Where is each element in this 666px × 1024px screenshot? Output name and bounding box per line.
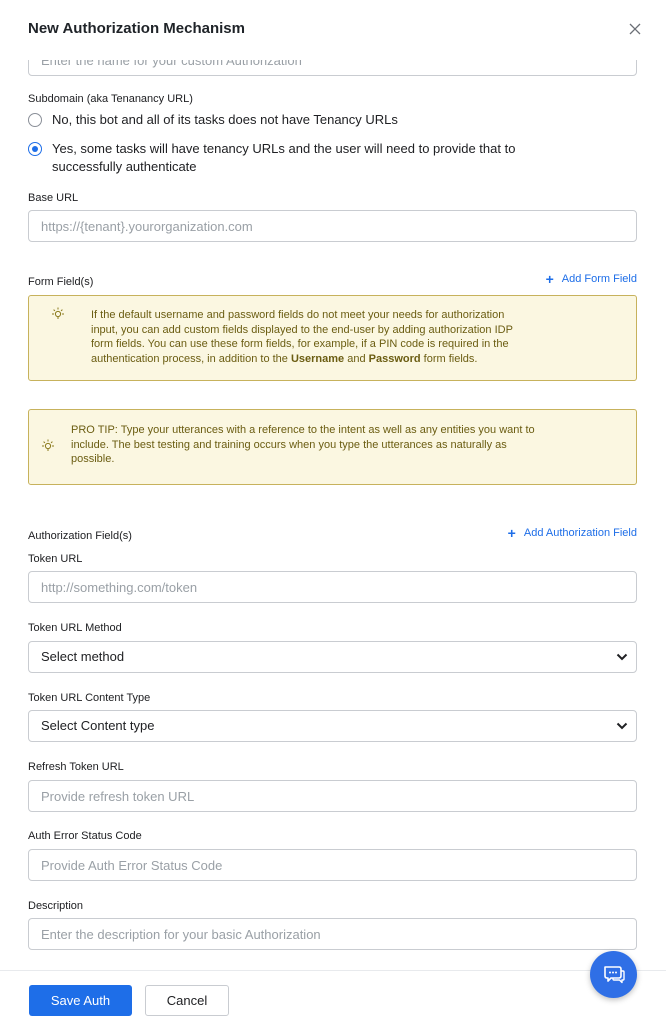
chat-button[interactable]: [590, 951, 637, 998]
radio-yes[interactable]: [28, 142, 42, 156]
form-note-line4-prefix: authentication process, in addition to the: [91, 352, 291, 365]
close-icon[interactable]: [626, 20, 644, 38]
chat-icon: [602, 964, 626, 986]
subdomain-option-yes[interactable]: [28, 140, 515, 176]
form-note-line4: [91, 352, 513, 367]
pro-tip-line1: PRO TIP: Type your utterances with a reference to the intent as well as any entities you want to: [71, 424, 535, 436]
form-note-password: Password: [368, 352, 421, 365]
auth-error-input[interactable]: [28, 849, 637, 881]
description-label: Description: [28, 900, 84, 912]
form-fields-note-text: [91, 308, 513, 366]
chevron-down-icon: [616, 721, 628, 731]
content-type-label: Token URL Content Type: [28, 692, 151, 704]
base-url-label: Base URL: [28, 192, 79, 204]
form-fields-label: Form Field(s): [28, 276, 94, 288]
pro-tip-line2: include. The best testing and training occurs when you type the utterances as naturally as: [71, 438, 507, 451]
lightbulb-icon: [51, 307, 65, 321]
token-method-label: Token URL Method: [28, 622, 122, 634]
form-note-line2: input, you can add custom fields displayed to the end-user by adding authorization IDP: [91, 323, 513, 336]
add-auth-field-label: Add Authorization Field: [523, 527, 637, 539]
pro-tip-text: [71, 423, 535, 467]
form-note-and: and: [344, 352, 369, 365]
pro-tip-note: [28, 409, 637, 485]
plus-icon: +: [507, 524, 516, 541]
subdomain-option-yes-line2: successfully authenticate: [52, 159, 197, 174]
form-note-line1: If the default username and password fields do not meet your needs for authorization: [91, 309, 505, 321]
subdomain-option-no-label: No, this bot and all of its tasks does not have Tenancy URLs: [52, 112, 398, 127]
add-form-field-label: Add Form Field: [561, 273, 637, 285]
auth-fields-label: Authorization Field(s): [28, 530, 132, 542]
cancel-button[interactable]: Cancel: [145, 985, 229, 1016]
lightbulb-icon: [41, 439, 55, 453]
description-input[interactable]: [28, 918, 637, 950]
add-form-field-link[interactable]: [545, 270, 637, 287]
form-note-username: Username: [290, 352, 345, 365]
subdomain-option-yes-label: [52, 140, 515, 176]
add-auth-field-link[interactable]: [507, 524, 637, 541]
token-url-label: Token URL: [28, 553, 83, 565]
token-method-value: Select method: [41, 649, 125, 664]
refresh-token-input[interactable]: [28, 780, 637, 812]
token-url-input[interactable]: [28, 571, 637, 603]
dialog-header: [0, 0, 666, 60]
subdomain-option-yes-line1: Yes, some tasks will have tenancy URLs and the user will need to provide that to: [52, 141, 516, 156]
chevron-down-icon: [616, 652, 628, 662]
subdomain-option-no[interactable]: [28, 111, 398, 129]
base-url-input[interactable]: [28, 210, 637, 242]
refresh-token-label: Refresh Token URL: [28, 761, 124, 773]
radio-no[interactable]: [28, 113, 42, 127]
plus-icon: +: [545, 270, 554, 287]
subdomain-label: Subdomain (aka Tenanancy URL): [28, 93, 193, 105]
auth-error-label: Auth Error Status Code: [28, 830, 142, 842]
dialog-footer: [0, 970, 666, 1024]
form-fields-note: [28, 295, 637, 381]
token-method-select[interactable]: [28, 641, 637, 673]
form-note-suffix: form fields.: [420, 352, 478, 365]
content-type-value: Select Content type: [41, 718, 155, 733]
form-note-line3: form fields. You can use these form fields, for example, if a PIN code is required in the: [91, 338, 509, 350]
dialog-title: New Authorization Mechanism: [28, 20, 245, 37]
pro-tip-line3: possible.: [71, 453, 115, 465]
save-auth-button[interactable]: Save Auth: [29, 985, 132, 1016]
content-type-select[interactable]: [28, 710, 637, 742]
